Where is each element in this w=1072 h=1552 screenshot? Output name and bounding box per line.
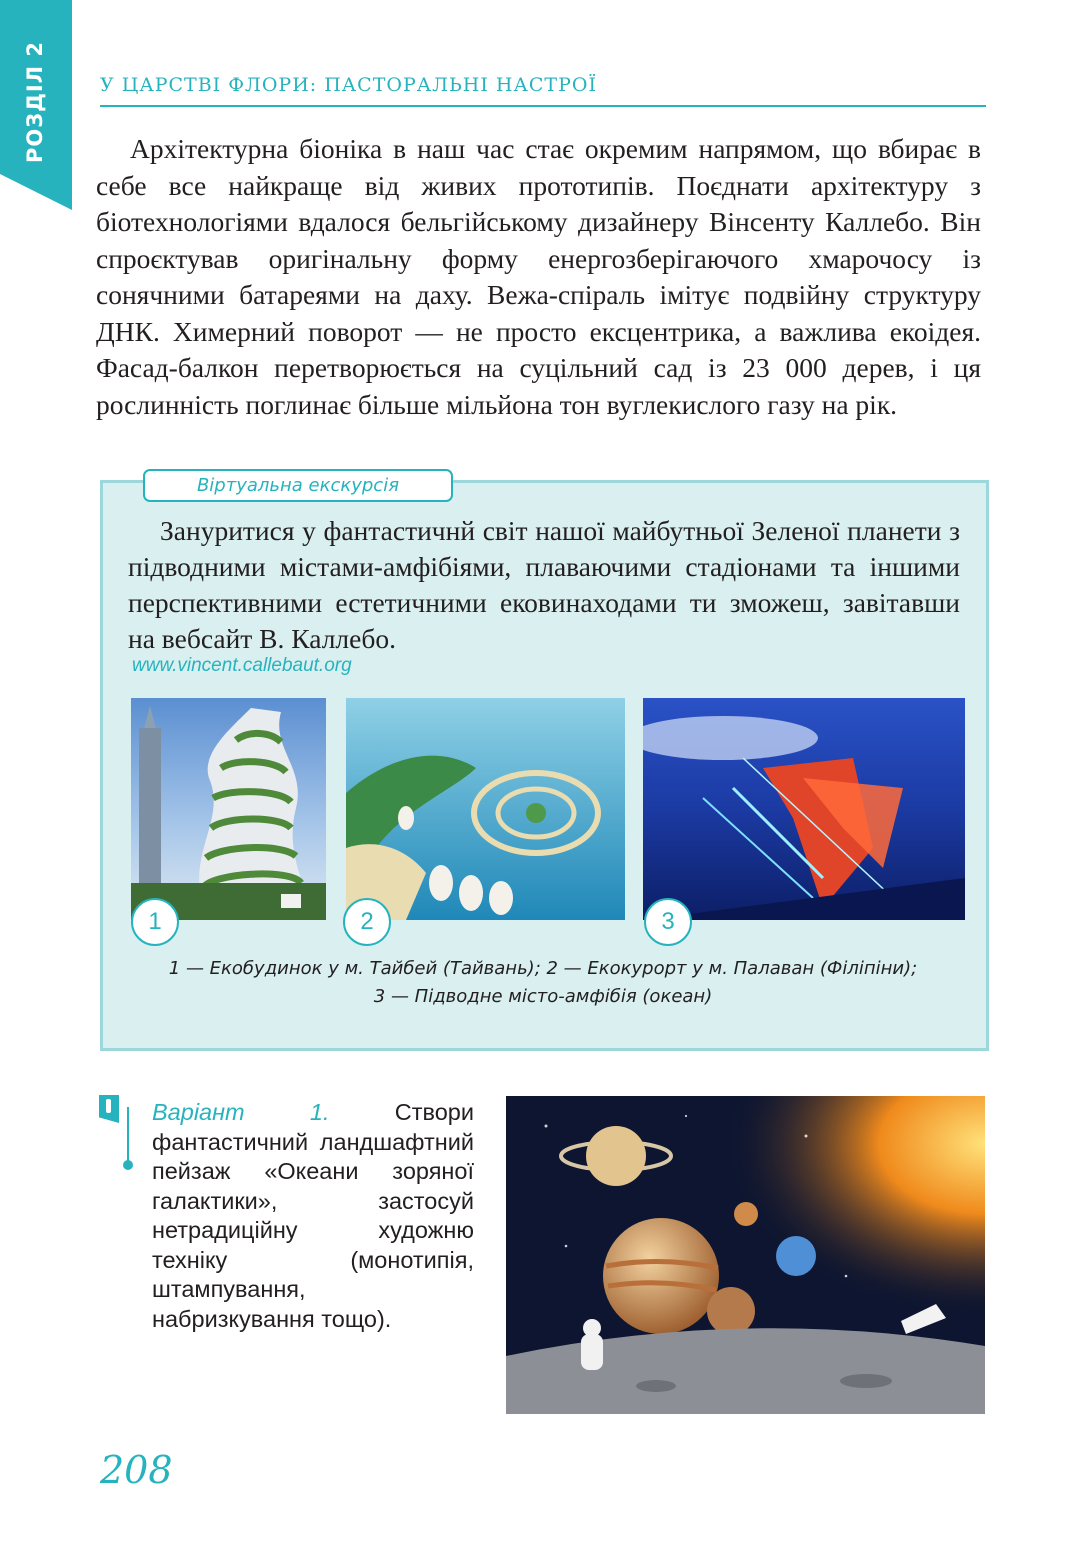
virtual-tour-text: Зануритися у фантастичнй світ нашої майбутньої Зеленої планети з підводними містами-амфібіями, плаваючими стадіонами та іншими перспективними естетичними ековинаходами ти зможеш, завітавши на вебсайт В. Каллебо. bbox=[128, 515, 960, 654]
photo-caption-line-1: 1 — Екобудинок у м. Тайбей (Тайвань); 2 — Екокурорт у м. Палаван (Філіпіни); bbox=[168, 958, 918, 979]
task-marker-dot bbox=[123, 1160, 133, 1170]
photo-eco-tower bbox=[131, 698, 326, 920]
task-variant-label: Варіант 1. bbox=[152, 1099, 330, 1125]
photo-caption bbox=[110, 955, 976, 1011]
task-text bbox=[152, 1098, 474, 1334]
photo-number-2: 2 bbox=[343, 898, 391, 946]
section-tab-label: РОЗДІЛ 2 bbox=[23, 40, 47, 164]
page-number: 208 bbox=[100, 1448, 173, 1492]
task-description: Створи фантастичний ландшафтний пейзаж «Океани зоряної галактики», застосуй нетрадиційну художню техніку (монотипія, штампування, набризкування тощо). bbox=[152, 1099, 474, 1332]
body-paragraph: Архітектурна біоніка в наш час стає окремим напрямом, що вбирає в себе все найкраще від живих прототипів. Поєднати архітектуру з біотехнологіями вдалося бельгійському дизайнеру Вінсенту Каллебо. Він спроєктував оригінальну форму енергозберігаючого хмарочосу із сонячними батареями на даху. Вежа-спіраль імітує подвійну структуру ДНК. Химерний поворот — не просто ексцентрика, а важлива екоідея. Фасад-балкон перетворюється на суцільний сад із 23 000 дерев, і ця рослинність поглинає більше мільйона тон вуглекислого газу на рік. bbox=[96, 133, 981, 420]
photo-eco-resort bbox=[346, 698, 625, 920]
pencil-icon bbox=[99, 1095, 119, 1123]
header-rule bbox=[100, 105, 986, 107]
website-link[interactable]: www.vincent.callebaut.org bbox=[132, 655, 352, 676]
virtual-tour-tag bbox=[143, 469, 453, 502]
photo-caption-line-2: 3 — Підводне місто-амфібія (океан) bbox=[373, 986, 713, 1007]
virtual-tour-tag-label: Віртуальна екскурсія bbox=[196, 475, 400, 496]
photo-number-3: 3 bbox=[644, 898, 692, 946]
photo-underwater-city bbox=[643, 698, 965, 920]
task-marker-line bbox=[127, 1107, 129, 1163]
photo-number-1: 1 bbox=[131, 898, 179, 946]
illustration-space-galaxy bbox=[506, 1096, 985, 1414]
chapter-title: У ЦАРСТВІ ФЛОРИ: ПАСТОРАЛЬНІ НАСТРОЇ bbox=[100, 74, 597, 96]
